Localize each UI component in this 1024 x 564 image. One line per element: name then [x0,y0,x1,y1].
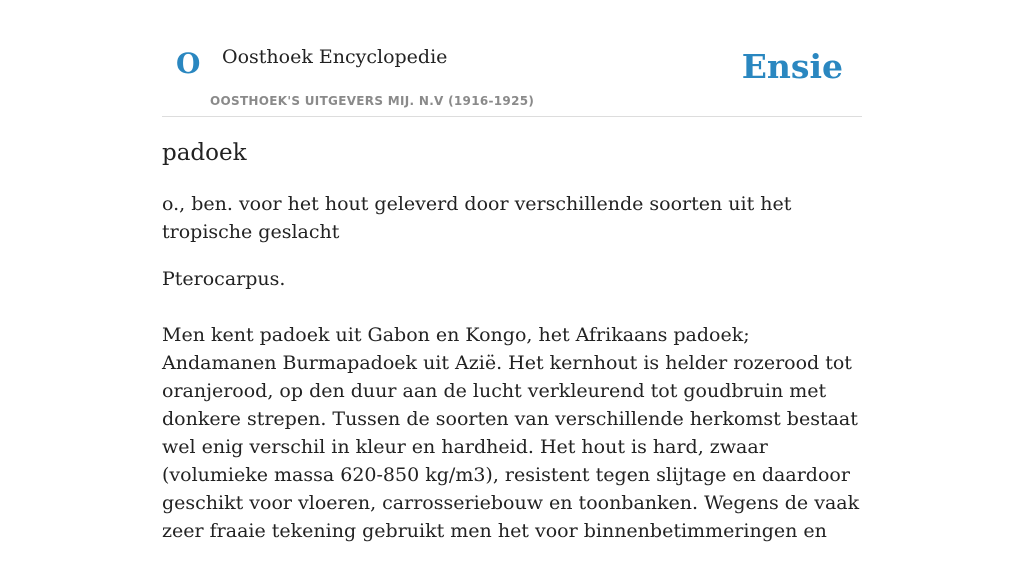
article-title: padoek [162,140,247,166]
article [162,140,862,564]
source-header [162,0,862,117]
article-paragraph: o., ben. voor het hout geleverd door verschillende soorten uit het tropische geslacht [162,192,792,243]
source-title-link[interactable]: Oosthoek Encyclopedie [222,46,448,68]
article-paragraph: Pterocarpus. [162,267,286,290]
source-logo[interactable]: O [176,47,201,80]
source-publisher: OOSTHOEK'S UITGEVERS MIJ. N.V (1916-1925) [210,94,535,108]
ensie-logo-link[interactable]: Ensie [741,47,843,86]
article-paragraph: Men kent padoek uit Gabon en Kongo, het Afrikaans padoek; Andamanen Burmapadoek uit Azië. Het kernhout is helder rozerood tot oranjerood, op den duur aan de lucht verkleurend tot goudbruin met donkere strepen. Tussen de soorten van verschillende herkomst bestaat wel enig verschil in kleur en hardheid. Het hout is hard, zwaar (volumieke massa 620-850 kg/m3), resistent tegen slijtage en daardoor geschikt voor vloeren, carrosseriebouw en toonbanken. Wegens de vaak zeer fraaie tekening gebruikt men het voor binnenbetimmeringen en [162,323,860,542]
